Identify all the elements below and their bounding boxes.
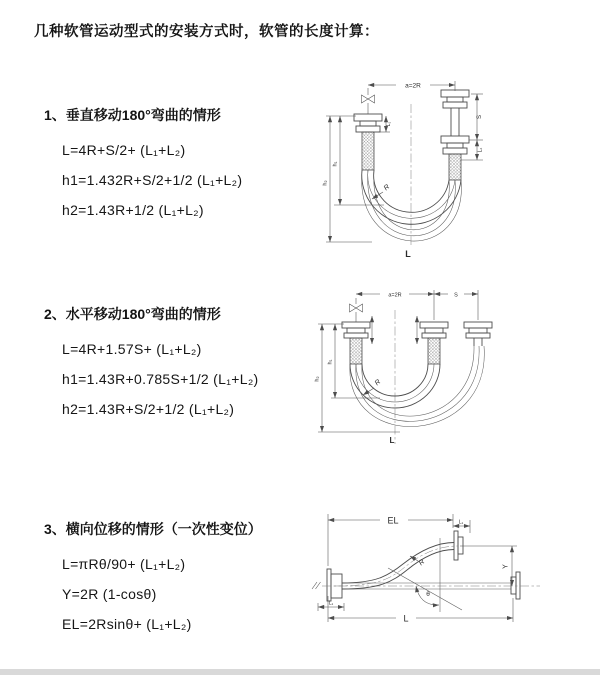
dim-heights xyxy=(323,116,385,242)
dim-label-h1: h₁ xyxy=(327,359,334,365)
dim-label-a2r: a=2R xyxy=(388,292,402,299)
dim-label-l-bottom: L xyxy=(389,436,395,445)
lower-right-flange xyxy=(511,572,520,599)
dim-a2r-s xyxy=(356,290,478,320)
dim-label-el: EL xyxy=(387,515,399,526)
dim-label-s: S xyxy=(477,114,483,120)
left-flange xyxy=(312,569,342,601)
dim-label-a2r: a=2R xyxy=(405,82,421,90)
dim-label-h1: h₁ xyxy=(332,161,339,167)
formula-l: L=πRθ/90+ (L₁+L₂) xyxy=(62,556,186,572)
dim-label-h2: h₂ xyxy=(322,180,329,186)
dim-label-l1: L₁ xyxy=(328,600,334,607)
dim-label-l: L xyxy=(403,613,409,624)
scan-edge xyxy=(0,669,600,675)
dim-label-l2: L₂ xyxy=(477,147,484,153)
page-title: 几种软管运动型式的安装方式时，软管的长度计算： xyxy=(34,24,379,40)
section-1-heading: 1、垂直移动180°弯曲的情形 xyxy=(44,107,221,123)
dim-label-r: R xyxy=(417,558,427,568)
small-dims xyxy=(372,316,417,344)
left-pipe xyxy=(354,114,382,170)
formula-h1: h1=1.43R+0.785S+1/2 (L₁+L₂) xyxy=(62,371,259,387)
formula-y: Y=2R (1-cosθ) xyxy=(62,586,157,602)
right-pipe xyxy=(441,90,469,180)
section-3-heading: 3、横向位移的情形（一次性变位） xyxy=(44,521,262,537)
dim-label-r: R xyxy=(382,183,392,193)
angle-construction xyxy=(388,538,462,612)
lateral-displacement-diagram xyxy=(300,500,600,660)
horizontal-bend-diagram xyxy=(308,282,595,462)
dim-label-l-bottom: L xyxy=(405,249,411,259)
valve-icon xyxy=(350,298,363,322)
section-2-heading: 2、水平移动180°弯曲的情形 xyxy=(44,306,221,322)
hose-curves xyxy=(350,346,484,427)
formula-l: L=4R+1.57S+ (L₁+L₂) xyxy=(62,341,202,357)
formula-h2: h2=1.43R+S/2+1/2 (L₁+L₂) xyxy=(62,401,235,417)
dim-label-theta: θ xyxy=(426,591,430,598)
valve-icon xyxy=(362,88,375,114)
dim-l1-left xyxy=(318,601,344,612)
dim-label-l1: L₁ xyxy=(386,121,392,127)
formula-l: L=4R+S/2+ (L₁+L₂) xyxy=(62,142,186,158)
section-2 xyxy=(44,304,259,432)
dim-s-l2 xyxy=(461,94,484,160)
dim-label-y: Y xyxy=(502,564,510,569)
vertical-bend-diagram xyxy=(310,68,595,263)
hose-curves xyxy=(362,170,462,241)
dim-a2r xyxy=(368,81,455,91)
dim-l-bottom xyxy=(328,596,513,624)
dim-label-r: R xyxy=(373,378,383,388)
formula-h2: h2=1.43R+1/2 (L₁+L₂) xyxy=(62,202,204,218)
formula-el: EL=2Rsinθ+ (L₁+L₂) xyxy=(62,616,192,632)
dim-el xyxy=(328,514,453,566)
dim-y xyxy=(460,546,517,586)
dim-label-l1: L₁ xyxy=(458,519,464,526)
section-1 xyxy=(44,105,242,233)
formula-h1: h1=1.432R+S/2+1/2 (L₁+L₂) xyxy=(62,172,243,188)
dim-label-s: S xyxy=(454,292,458,299)
dim-label-h2: h₂ xyxy=(314,376,321,382)
section-3 xyxy=(44,519,262,647)
upper-right-flange xyxy=(454,531,463,560)
